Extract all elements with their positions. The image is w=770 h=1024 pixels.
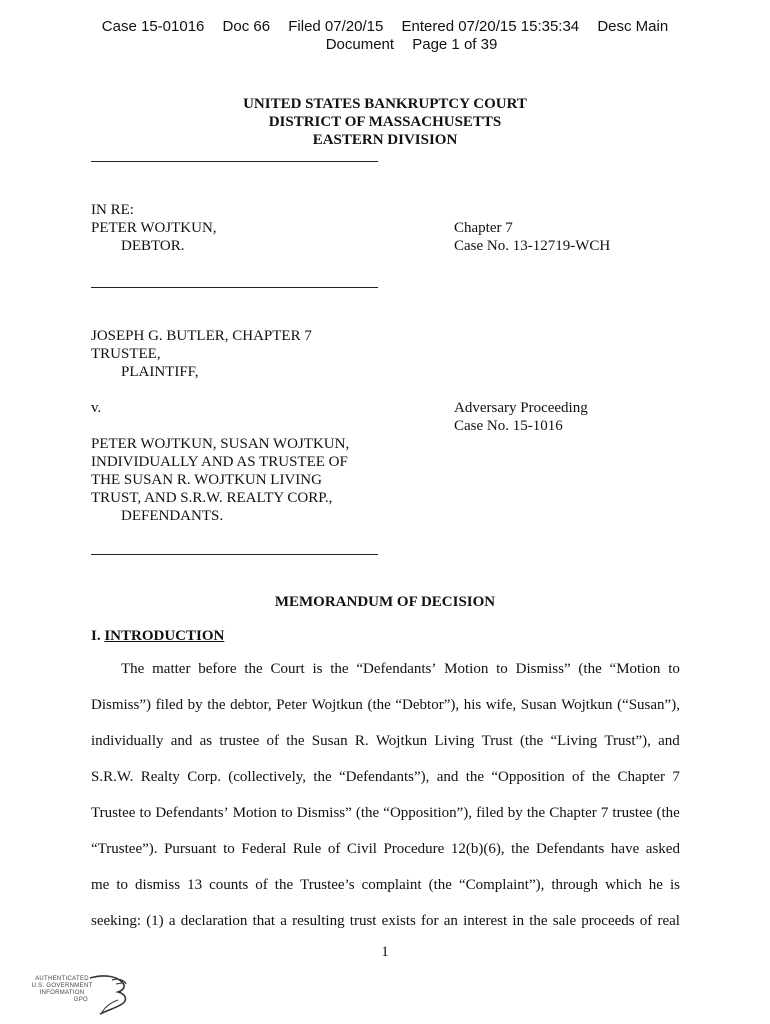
doc-number-header: Doc 66 xyxy=(222,18,271,35)
word: Peter xyxy=(276,697,308,713)
divider-rule xyxy=(91,161,378,162)
word: Court xyxy=(270,661,305,677)
word: to xyxy=(139,805,152,821)
word: 7 xyxy=(672,769,680,785)
word: (the xyxy=(656,805,680,821)
adversary-case-number: Case No. 15-1016 xyxy=(454,418,563,434)
word: Living xyxy=(434,733,475,749)
word: Dismiss” xyxy=(296,805,352,821)
word: Motion xyxy=(232,805,277,821)
word: trust xyxy=(349,913,377,929)
debtor-name: PETER WOJTKUN, xyxy=(91,220,217,236)
word: Federal xyxy=(241,841,287,857)
word: and xyxy=(170,733,193,749)
word: Defendants xyxy=(536,841,605,857)
word: Dismiss” xyxy=(515,661,571,677)
word: the xyxy=(529,913,548,929)
word: Dismiss”) xyxy=(91,697,151,713)
word: me xyxy=(91,877,110,893)
word: the xyxy=(526,805,546,821)
word: to xyxy=(116,877,129,893)
court-district: DISTRICT OF MASSACHUSETTS xyxy=(268,114,502,130)
word: for xyxy=(421,913,439,929)
word: to xyxy=(223,841,235,857)
word: through xyxy=(551,877,599,893)
word: (“Susan”), xyxy=(617,697,680,713)
paragraph-line xyxy=(91,768,680,804)
word: sale xyxy=(552,913,577,929)
word: S.R.W. xyxy=(91,769,134,785)
word: and xyxy=(658,733,680,749)
word: exists xyxy=(381,913,416,929)
word: by xyxy=(187,697,203,713)
section-number: I. xyxy=(91,628,101,644)
divider-rule xyxy=(91,554,378,555)
word: (the xyxy=(519,733,544,749)
plaintiff-label: PLAINTIFF, xyxy=(121,364,199,380)
word: Chapter xyxy=(549,805,597,821)
word: (the xyxy=(428,877,452,893)
word: which xyxy=(605,877,642,893)
defendants-line2: INDIVIDUALLY AND AS TRUSTEE OF xyxy=(91,454,348,470)
word: Civil xyxy=(346,841,377,857)
word: individually xyxy=(91,733,164,749)
in-re-label: IN RE: xyxy=(91,202,134,218)
page-count-header: Page 1 of 39 xyxy=(412,36,498,53)
word: Pursuant xyxy=(164,841,217,857)
word: “Motion xyxy=(609,661,661,677)
debtor-label: DEBTOR. xyxy=(121,238,185,254)
word: “Living xyxy=(550,733,598,749)
word: he xyxy=(648,877,663,893)
word: asked xyxy=(645,841,680,857)
chapter-label: Chapter 7 xyxy=(454,220,513,236)
word: R. xyxy=(354,733,369,749)
eagle-seal-icon xyxy=(82,972,142,1016)
word: the xyxy=(511,841,530,857)
word: Defendants’ xyxy=(155,805,229,821)
seal-text: AUTHENTICATED U.S. GOVERNMENT INFORMATION GPO xyxy=(31,976,93,1003)
word: “Opposition”), xyxy=(383,805,473,821)
word: debtor, xyxy=(230,697,272,713)
word: the xyxy=(274,877,294,893)
word: of xyxy=(639,913,653,929)
word: (the xyxy=(355,805,380,821)
filed-date-header: Filed 07/20/15 xyxy=(288,18,384,35)
entered-date-header: Entered 07/20/15 15:35:34 xyxy=(401,18,580,35)
gpo-authentication-seal xyxy=(30,972,140,1016)
plaintiff-name-line1: JOSEPH G. BUTLER, CHAPTER 7 xyxy=(91,328,312,344)
word: Procedure xyxy=(383,841,445,857)
section-title: INTRODUCTION xyxy=(104,628,225,644)
word: complaint xyxy=(361,877,422,893)
word: the xyxy=(207,697,226,713)
word: of xyxy=(266,733,280,749)
word: by xyxy=(507,805,523,821)
word: is xyxy=(669,877,680,893)
word: to xyxy=(668,661,680,677)
paragraph-line xyxy=(91,732,680,768)
word: “Opposition xyxy=(491,769,565,785)
word: of xyxy=(327,841,341,857)
word: (collectively, xyxy=(228,769,307,785)
word: have xyxy=(610,841,640,857)
word: an xyxy=(443,913,458,929)
filing-header-line2 xyxy=(0,36,770,54)
word: is xyxy=(312,661,323,677)
word: resulting xyxy=(292,913,345,929)
word: Chapter xyxy=(617,769,666,785)
word: filed xyxy=(476,805,504,821)
word: “Defendants’ xyxy=(356,661,437,677)
word: interest xyxy=(463,913,508,929)
versus-label: v. xyxy=(91,400,102,416)
word: and xyxy=(436,769,459,785)
word: seeking: xyxy=(91,913,141,929)
word: (the xyxy=(367,697,391,713)
court-division: EASTERN DIVISION xyxy=(312,132,458,148)
word: counts xyxy=(209,877,249,893)
filing-header xyxy=(0,18,770,36)
introduction-paragraph xyxy=(91,660,680,948)
word: Trustee’s xyxy=(300,877,355,893)
word: the xyxy=(591,769,611,785)
word: the xyxy=(313,769,332,785)
word: 13 xyxy=(187,877,203,893)
word: Susan xyxy=(311,733,348,749)
word: to xyxy=(496,661,508,677)
word: (the xyxy=(578,661,602,677)
defendants-line1: PETER WOJTKUN, SUSAN WOJTKUN, xyxy=(91,436,350,452)
word: Realty xyxy=(140,769,180,785)
word: in xyxy=(512,913,525,929)
word: 7 xyxy=(600,805,609,821)
word: Susan xyxy=(520,697,557,713)
word: “Complaint”), xyxy=(458,877,545,893)
word: Corp. xyxy=(187,769,221,785)
word: Wojtkun xyxy=(561,697,613,713)
word: filed xyxy=(155,697,184,713)
page-number: 1 xyxy=(381,944,389,960)
word: a xyxy=(280,913,287,929)
word: Trustee xyxy=(91,805,136,821)
word: dismiss xyxy=(135,877,181,893)
word: before xyxy=(198,661,237,677)
court-name: UNITED STATES BANKRUPTCY COURT xyxy=(243,96,527,112)
word: Trust xyxy=(481,733,513,749)
paragraph-line xyxy=(91,876,680,912)
paragraph-line xyxy=(91,660,680,696)
divider-rule xyxy=(91,287,378,288)
section-heading xyxy=(91,627,224,645)
word: declaration xyxy=(180,913,248,929)
paragraph-line xyxy=(91,804,680,840)
document-label: Document xyxy=(325,36,395,53)
word: to xyxy=(281,805,293,821)
word: the xyxy=(286,733,305,749)
word: Wojtkun xyxy=(311,697,363,713)
word: as xyxy=(199,733,213,749)
word: real xyxy=(657,913,680,929)
paragraph-line xyxy=(91,840,680,876)
word: Rule xyxy=(292,841,322,857)
word: of xyxy=(255,877,268,893)
defendants-line4: TRUST, AND S.R.W. REALTY CORP., xyxy=(91,490,333,506)
word: proceeds xyxy=(581,913,635,929)
word: “Defendants”), xyxy=(339,769,430,785)
plaintiff-name-line2: TRUSTEE, xyxy=(91,346,161,362)
word: The xyxy=(121,661,145,677)
word: that xyxy=(252,913,276,929)
desc-header: Desc Main xyxy=(597,18,669,35)
word: trustee xyxy=(612,805,653,821)
word: the xyxy=(244,661,263,677)
bankruptcy-case-number: Case No. 13-12719-WCH xyxy=(454,238,611,254)
word: the xyxy=(465,769,485,785)
word: wife, xyxy=(485,697,517,713)
word: trustee xyxy=(219,733,260,749)
word: Motion xyxy=(444,661,489,677)
case-number-header: Case 15-01016 xyxy=(101,18,205,35)
word: Trust”), xyxy=(604,733,651,749)
word: his xyxy=(463,697,482,713)
defendants-line3: THE SUSAN R. WOJTKUN LIVING xyxy=(91,472,322,488)
word: matter xyxy=(152,661,191,677)
defendants-label: DEFENDANTS. xyxy=(121,508,224,524)
word: “Debtor”), xyxy=(395,697,460,713)
word: 12(b)(6), xyxy=(450,841,505,857)
memorandum-title: MEMORANDUM OF DECISION xyxy=(274,594,496,610)
word: (1) xyxy=(146,913,164,929)
word: “Trustee”). xyxy=(91,841,158,857)
word: Wojtkun xyxy=(375,733,428,749)
word: the xyxy=(330,661,349,677)
paragraph-line xyxy=(91,696,680,732)
adversary-proceeding-label: Adversary Proceeding xyxy=(454,400,588,416)
word: a xyxy=(168,913,176,929)
word: of xyxy=(572,769,585,785)
